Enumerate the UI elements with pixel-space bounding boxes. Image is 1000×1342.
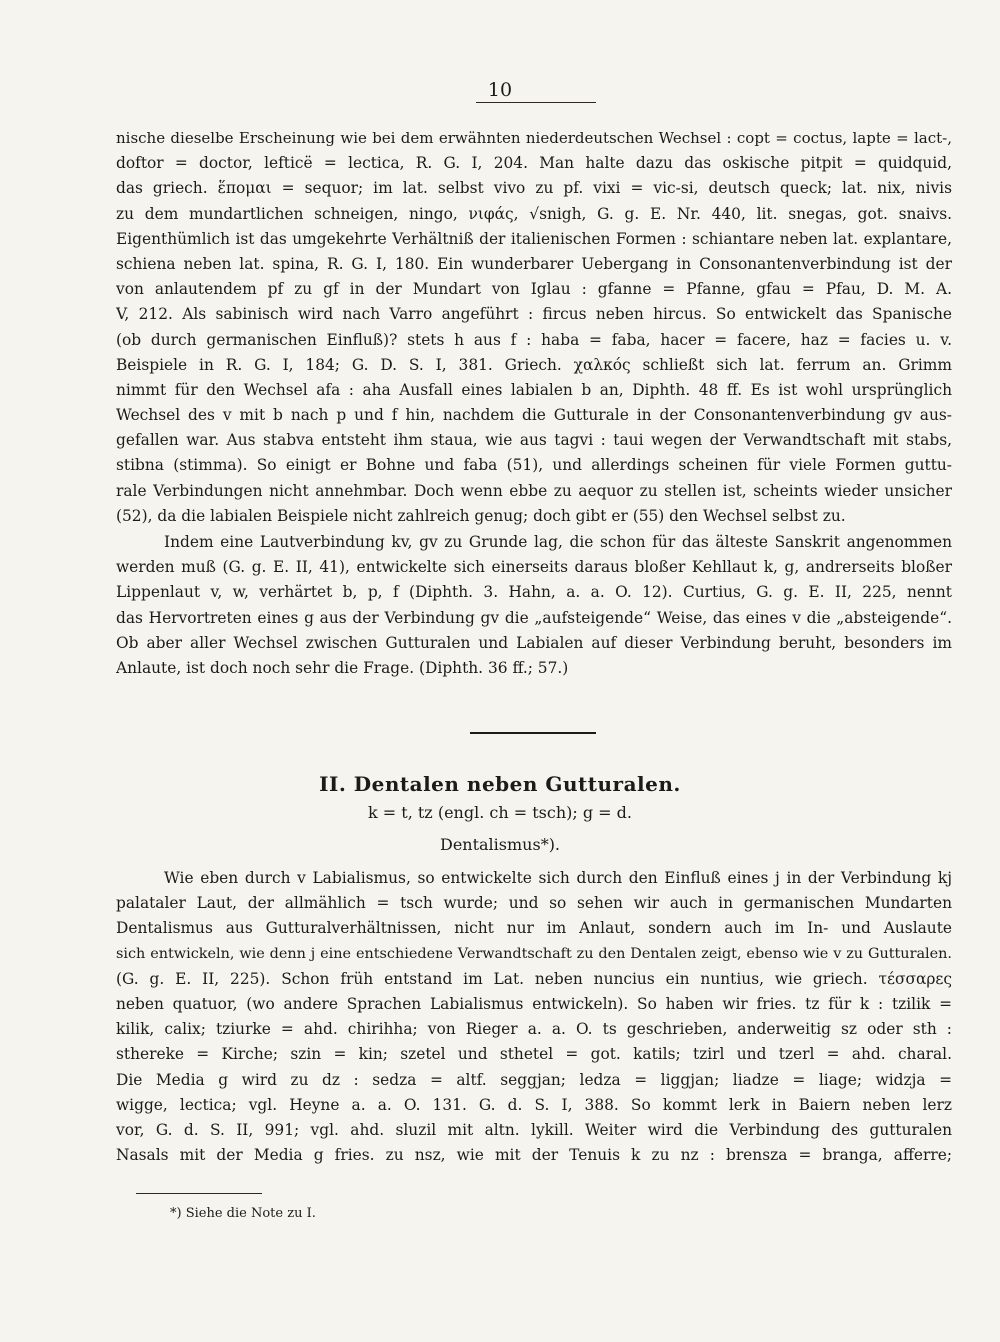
text-line: schiena neben lat. spina, R. G. I, 180. Ein wunderbarer Uebergang in Consonantenverbindung ist der <box>116 254 952 273</box>
text-line: das Hervortreten eines g aus der Verbindung gv die „aufsteigende“ Weise, das eines v die „absteigende“. <box>116 608 952 627</box>
text-line: Ob aber aller Wechsel zwischen Gutturalen und Labialen auf dieser Verbindung beruht, besonders im <box>116 633 952 652</box>
section-divider <box>470 732 596 734</box>
text-line: werden muß (G. g. E. II, 41), entwickelte sich einerseits daraus bloßer Kehllaut k, g, andrerseits bloßer <box>116 558 952 577</box>
paragraph-labial-exchange <box>116 126 952 529</box>
text-line: Die Media g wird zu dz : sedza = altf. seggjan; ledza = liggjan; liadze = liage; widzja = <box>116 1070 952 1089</box>
text-line: von anlautendem pf zu gf in der Mundart von Iglau : gfanne = Pfanne, gfau = Pfau, D. M. A. <box>116 280 952 299</box>
text-line: wigge, lectica; vgl. Heyne a. a. O. 131. G. d. S. I, 388. So kommt lerk in Baiern neben lerz <box>116 1095 952 1114</box>
text-line: doftor = doctor, lefticë = lectica, R. G. I, 204. Man halte dazu das oskische pitpit = quidquid, <box>116 154 952 173</box>
text-line: sich entwickeln, wie denn j eine entschiedene Verwandtschaft zu den Dentalen zeigt, ebenso wie v zu Gutturalen. <box>116 945 952 962</box>
text-line: palataler Laut, der allmählich = tsch wurde; und so sehen wir auch in germanischen Mundarten <box>116 894 952 913</box>
text-line: vor, G. d. S. II, 991; vgl. ahd. sluzil mit altn. lykill. Weiter wird die Verbindung des gutturalen <box>116 1120 952 1139</box>
section-subheading: Dentalismus*). <box>439 835 561 854</box>
text-line: (52), da die labialen Beispiele nicht zahlreich genug; doch gibt er (55) den Wechsel selbst zu. <box>116 506 846 525</box>
header-rule <box>476 102 596 103</box>
text-line: das griech. ἕπομαι = sequor; im lat. selbst vivo zu pf. vixi = vic-si, deutsch queck; lat. nix, nivis <box>116 179 952 198</box>
section-heading: II. Dentalen neben Gutturalen. <box>319 772 681 796</box>
footnote-rule <box>136 1193 262 1194</box>
paragraph-dentalismus <box>116 866 952 1168</box>
text-line: (G. g. E. II, 225). Schon früh entstand im Lat. neben nuncius ein nuntius, wie griech. τέσσαρες <box>116 969 952 988</box>
paragraph-kv-gv <box>116 530 952 681</box>
text-line: Indem eine Lautverbindung kv, gv zu Grunde lag, die schon für das älteste Sanskrit angenommen <box>164 533 952 551</box>
text-line: sthereke = Kirche; szin = kin; szetel und sthetel = got. katils; tzirl und tzerl = ahd. charal. <box>116 1045 952 1064</box>
text-line: Lippenlaut v, w, verhärtet b, p, f (Diphth. 3. Hahn, a. a. O. 12). Curtius, G. g. E. II, 225, nennt <box>116 583 952 602</box>
text-line: Beispiele in R. G. I, 184; G. D. S. I, 381. Griech. χαλκός schließt sich lat. ferrum an. Grimm <box>116 355 952 374</box>
text-line: zu dem mundartlichen schneigen, ningo, νιφάς, √snigh, G. g. E. Nr. 440, lit. snegas, got. snaivs. <box>116 204 952 223</box>
text-line: V, 212. Als sabinisch wird nach Varro angeführt : fircus neben hircus. So entwickelt das Spanische <box>116 305 952 324</box>
text-line: nische dieselbe Erscheinung wie bei dem erwähnten niederdeutschen Wechsel : copt = coctus, lapte = lact-, <box>116 129 952 147</box>
text-line: kilik, calix; tziurke = ahd. chirihha; von Rieger a. a. O. ts geschrieben, anderweitig sz oder sth : <box>116 1020 952 1039</box>
text-line: neben quatuor, (wo andere Sprachen Labialismus entwickeln). So haben wir fries. tz für k : tzilik = <box>116 994 952 1013</box>
text-line: gefallen war. Aus stabva entsteht ihm staua, wie aus tagvi : taui wegen der Verwandtschaft mit stabs, <box>116 431 952 450</box>
text-line: Eigenthümlich ist das umgekehrte Verhältniß der italienischen Formen : schiantare neben lat. explantare, <box>116 229 952 248</box>
text-line: (ob durch germanischen Einfluß)? stets h aus f : haba = faba, hacer = facere, haz = facies u. v. <box>116 330 952 349</box>
section-formula: k = t, tz (engl. ch = tsch); g = d. <box>368 803 632 822</box>
text-line: Dentalismus aus Gutturalverhältnissen, nicht nur im Anlaut, sondern auch im In- und Auslaute <box>116 919 952 938</box>
text-line: rale Verbindungen nicht annehmbar. Doch wenn ebbe zu aequor zu stellen ist, scheints wieder unsicher <box>116 481 952 500</box>
page-number: 10 <box>487 79 513 101</box>
text-line: Wechsel des v mit b nach p und f hin, nachdem die Gutturale in der Consonantenverbindung gv aus- <box>116 406 952 425</box>
text-line: Wie eben durch v Labialismus, so entwickelte sich durch den Einfluß eines j in der Verbindung kj <box>164 869 952 887</box>
footnote: *) Siehe die Note zu I. <box>170 1206 316 1221</box>
text-line: nimmt für den Wechsel afa : aha Ausfall eines labialen b an, Diphth. 48 ff. Es ist wohl ursprünglich <box>116 380 952 399</box>
text-line: Nasals mit der Media g fries. zu nsz, wie mit der Tenuis k zu nz : brensza = branga, afferre; <box>116 1146 952 1165</box>
text-line: stibna (stimma). So einigt er Bohne und faba (51), und allerdings scheinen für viele Formen guttu- <box>116 456 952 475</box>
text-line: Anlaute, ist doch noch sehr die Frage. (Diphth. 36 ff.; 57.) <box>116 658 569 677</box>
